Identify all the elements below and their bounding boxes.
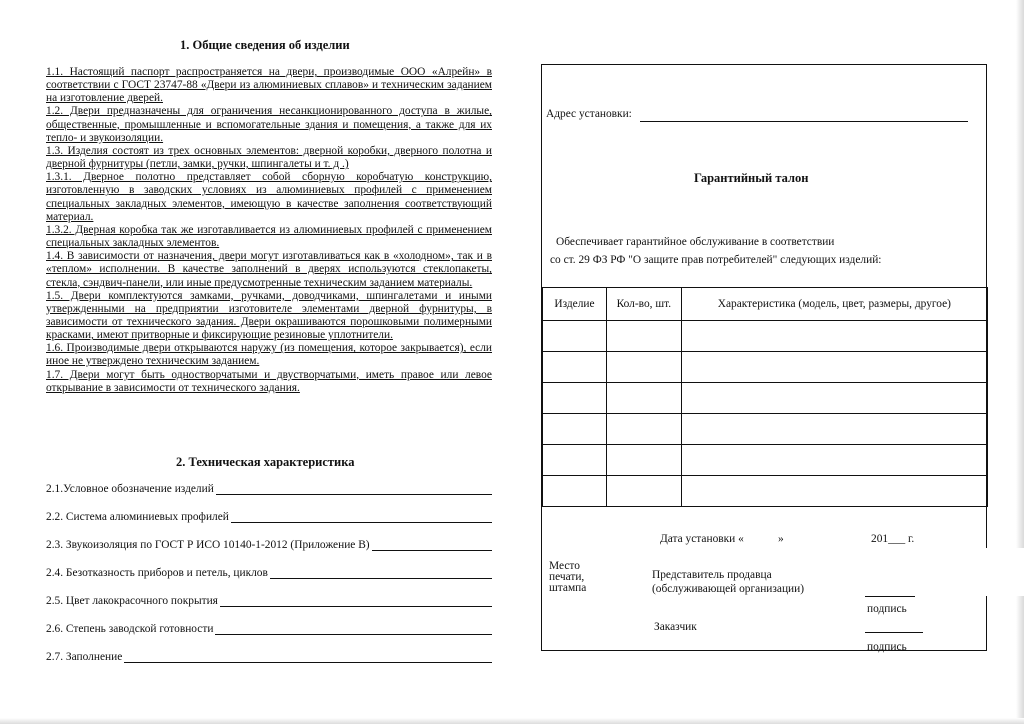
tech-row-profile-system: 2.2. Система алюминиевых профилей	[46, 509, 492, 523]
paragraph-1-1: 1.1. Настоящий паспорт распространяется на двери, производимые ООО «Алрейн» в соответствии с ГОСТ 23747-88 «Двери из алюминиевых сплавов» и техническим заданием на изготовление дверей.	[46, 66, 492, 105]
tech-row-sound-insulation: 2.3. Звукоизоляция по ГОСТ Р ИСО 10140-1-2012 (Приложение В)	[46, 537, 492, 551]
warranty-intro-line2: со ст. 29 ФЗ РФ "О защите прав потребителей" следующих изделий:	[550, 254, 882, 266]
paragraph-1-2: 1.2. Двери предназначены для ограничения несанкционированного доступа в жилые, общественные, промышленные и вспомогательные здания и помещения, а также для их тепло- и звукоизоляции.	[46, 105, 492, 144]
stamp-place-label: Место печати, штампа	[549, 560, 587, 594]
table-row	[543, 414, 988, 445]
address-line	[640, 120, 968, 122]
paragraph-1-4: 1.4. В зависимости от назначения, двери могут изготавливаться как в «холодном», так и в «теплом» исполнении. В качестве заполнений в дверях используются стеклопакеты, стекла, сэндвич-панели, или иные предусмотренные техническим заданием материалы.	[46, 250, 492, 289]
warranty-table	[542, 287, 988, 507]
table-row	[543, 476, 988, 507]
column-header-characteristics: Характеристика (модель, цвет, размеры, другое)	[681, 288, 987, 321]
card-border-gap	[985, 548, 1024, 596]
seller-rep-line2: (обслуживающей организации)	[652, 583, 805, 595]
section1-title: 1. Общие сведения об изделии	[180, 38, 350, 52]
column-header-item: Изделие	[543, 288, 607, 321]
warranty-card	[541, 64, 987, 651]
address-label: Адрес установки:	[546, 108, 632, 120]
customer-label: Заказчик	[654, 621, 697, 633]
seller-signature-line	[865, 595, 915, 597]
customer-signature-caption: подпись	[867, 641, 907, 653]
paragraph-1-6: 1.6. Производимые двери открываются наружу (из помещения, которое закрывается), если иное не утверждено техническим заданием.	[46, 342, 492, 368]
section2-title: 2. Техническая характеристика	[176, 455, 355, 469]
page-edge-right	[1016, 0, 1024, 724]
tech-row-paint-color: 2.5. Цвет лакокрасочного покрытия	[46, 593, 492, 607]
paragraph-1-7: 1.7. Двери могут быть одностворчатыми и двустворчатыми, иметь правое или левое открывание в зависимости от технического задания.	[46, 368, 492, 394]
table-row	[543, 445, 988, 476]
section1-body	[46, 66, 492, 395]
paragraph-1-5: 1.5. Двери комплектуются замками, ручками, доводчиками, шпингалетами и иными утвержденными на предприятии изготовителе элементами дверной фурнитуры, в зависимости от технического задания. Двери окрашиваются порошковыми полимерными красками, имеют притворные и фиксирующие резиновые уплотнители.	[46, 289, 492, 342]
tech-row-factory-readiness: 2.6. Степень заводской готовности	[46, 621, 492, 635]
customer-signature-line	[865, 631, 923, 633]
tech-row-reliability: 2.4. Безотказность приборов и петель, циклов	[46, 565, 492, 579]
table-row	[543, 352, 988, 383]
column-header-quantity: Кол-во, шт.	[606, 288, 681, 321]
table-header-row	[543, 288, 988, 321]
warranty-title: Гарантийный талон	[694, 171, 809, 185]
paragraph-1-3: 1.3. Изделия состоят из трех основных элементов: дверной коробки, дверного полотна и дверной фурнитуры (петли, замки, ручки, шпингалеты и т. д .)	[46, 144, 492, 171]
table-row	[543, 383, 988, 414]
seller-signature-caption: подпись	[867, 603, 907, 615]
page-edge-bottom	[0, 718, 1024, 724]
warranty-intro-line1: Обеспечивает гарантийное обслуживание в соответствии	[556, 236, 835, 248]
paragraph-1-3-2: 1.3.2. Дверная коробка так же изготавливается из алюминиевых профилей с применением специальных закладных элементов.	[46, 223, 492, 250]
tech-row-filling: 2.7. Заполнение	[46, 649, 492, 663]
tech-row-designation: 2.1.Условное обозначение изделий	[46, 481, 492, 495]
seller-rep-line1: Представитель продавца	[652, 569, 772, 581]
install-date-close: »	[778, 533, 784, 545]
paragraph-1-3-1: 1.3.1. Дверное полотно представляет собой сборную коробчатую конструкцию, изготовленную в заводских условиях из алюминиевых профилей с применением специальных закладных элементов, имеющую в качестве заполнения соответствующий материал.	[46, 171, 492, 223]
table-row	[543, 321, 988, 352]
install-date-label: Дата установки «	[660, 533, 744, 545]
install-year: 201___ г.	[871, 533, 915, 545]
